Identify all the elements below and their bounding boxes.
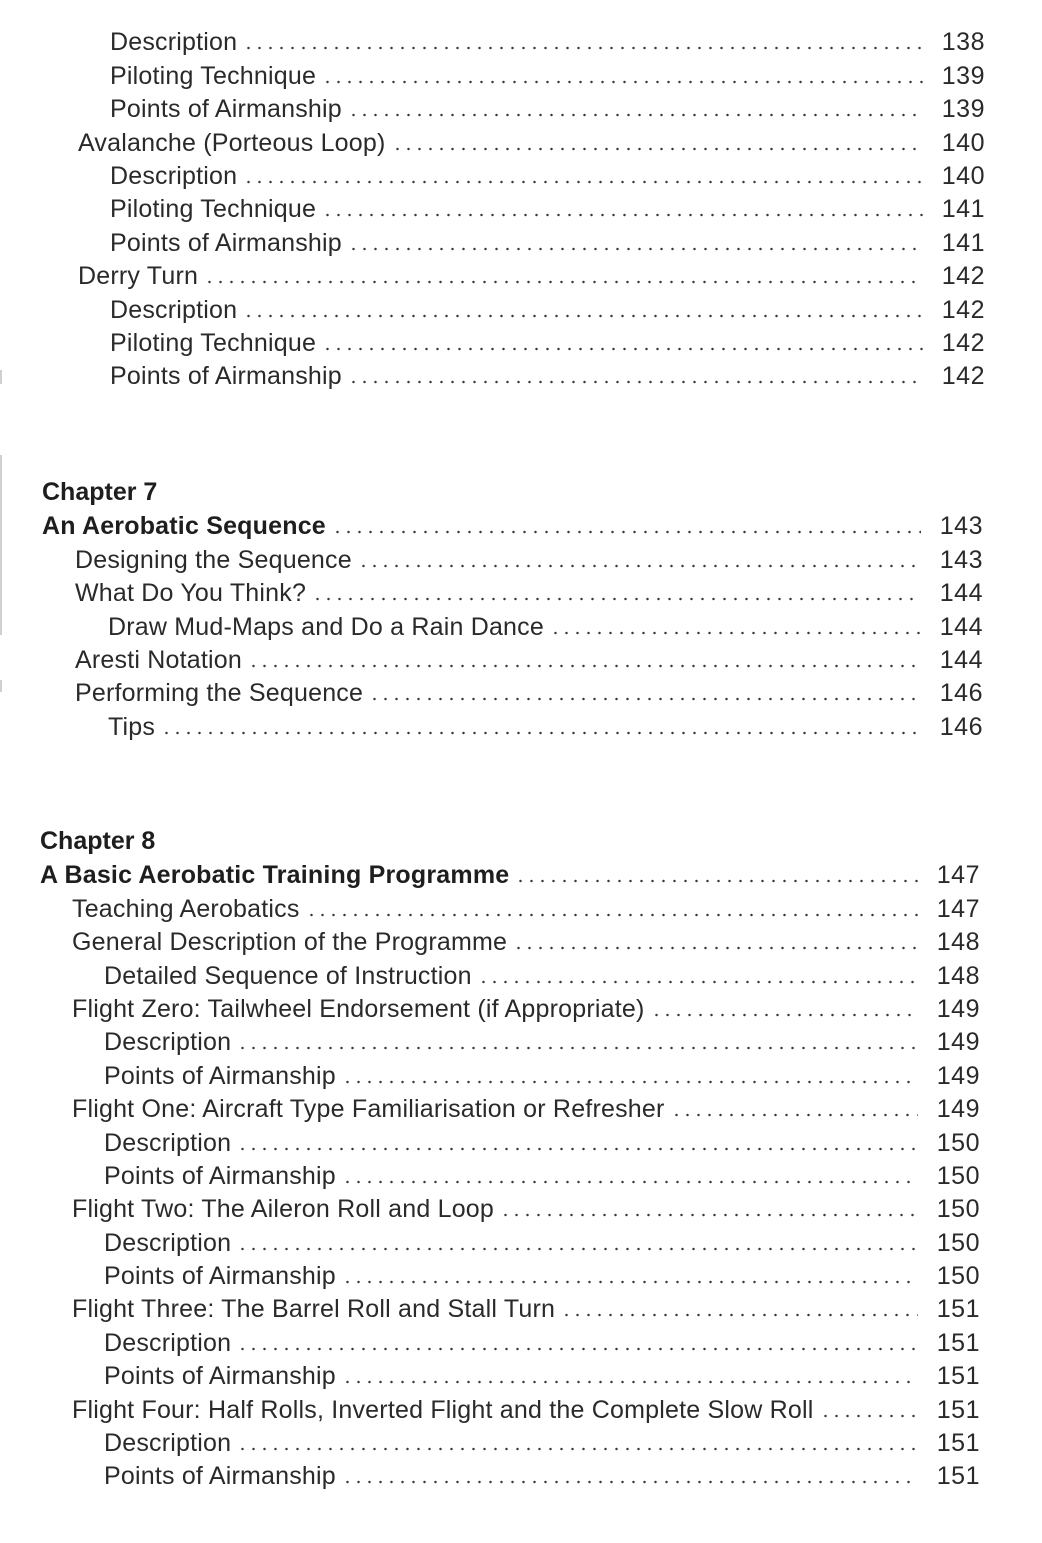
toc-page-number: 144 [921,648,983,673]
toc-entry [0,888,980,921]
toc-page-number: 139 [923,64,985,89]
toc-entry [0,573,983,606]
toc-entry [0,22,985,55]
toc-entry-title: An Aerobatic Sequence [42,514,332,539]
toc-entry [0,1356,980,1389]
toc-entry-title: Detailed Sequence of Instruction [104,964,478,989]
toc-entry-title: Description [110,298,243,323]
dot-leader [237,1246,918,1252]
toc-entry [0,539,983,572]
toc-entry [0,706,983,739]
toc-entry [0,922,980,955]
toc-entry [0,122,985,155]
toc-entry-title: Description [110,30,243,55]
toc-entry [0,222,985,255]
toc-entry-title: General Description of the Programme [72,930,513,955]
toc-entry [0,1256,980,1289]
toc-entry [0,55,985,88]
toc-entry [0,955,980,988]
toc-entry-title: Teaching Aerobatics [72,897,306,922]
toc-entry-title: Description [110,164,243,189]
toc-page-number: 143 [921,514,983,539]
chapter-7-heading: Chapter 7 [42,478,158,506]
dot-leader [342,1379,918,1385]
toc-page-number: 150 [918,1164,980,1189]
toc-page-number: 151 [918,1431,980,1456]
toc-entry [0,989,980,1022]
toc-page-number: 151 [918,1398,980,1423]
toc-page-number: 146 [921,681,983,706]
toc-page-number: 140 [923,164,985,189]
toc-entry-title: Description [104,1231,237,1256]
toc-entry-title: Points of Airmanship [104,1264,342,1289]
toc-entry-title: Flight Two: The Aileron Roll and Loop [72,1197,500,1222]
toc-page-number: 144 [921,581,983,606]
toc-chapter-title-row [0,506,983,539]
toc-page-number: 144 [921,615,983,640]
toc-entry-title: Flight Zero: Tailwheel Endorsement (if Appropriate) [72,997,651,1022]
dot-leader [515,878,918,884]
dot-leader [478,979,918,985]
toc-entry-title: Designing the Sequence [75,548,358,573]
dot-leader [204,279,923,285]
toc-page-number: 149 [918,1097,980,1122]
dot-leader [342,1179,918,1185]
toc-entry [0,156,985,189]
dot-leader [820,1413,919,1419]
dot-leader [237,1346,918,1352]
toc-page-number: 147 [918,863,980,888]
toc-entry-title: Points of Airmanship [110,364,348,389]
toc-entry [0,1289,980,1322]
dot-leader [248,663,921,669]
toc-chapter-title-row [0,855,980,888]
dot-leader [358,563,921,569]
toc-page-number: 142 [923,264,985,289]
toc-entry-title: Description [104,1331,237,1356]
dot-leader [306,912,918,918]
dot-leader [342,1479,918,1485]
dot-leader [237,1146,918,1152]
dot-leader [369,696,921,702]
dot-leader [243,179,923,185]
dot-leader [322,79,923,85]
toc-entry-title: Flight Three: The Barrel Roll and Stall Turn [72,1297,561,1322]
toc-entry-title: Derry Turn [78,264,204,289]
toc-entry [0,1156,980,1189]
toc-entry-title: Points of Airmanship [104,1364,342,1389]
dot-leader [671,1112,918,1118]
toc-entry [0,1189,980,1222]
toc-entry [0,1122,980,1155]
dot-leader [392,146,923,152]
toc-entry-title: Points of Airmanship [104,1164,342,1189]
dot-leader [322,346,923,352]
toc-entry-title: Flight One: Aircraft Type Familiarisation or Refresher [72,1097,671,1122]
toc-page-number: 143 [921,548,983,573]
toc-entry [0,606,983,639]
toc-entry [0,1456,980,1489]
toc-entry [0,1022,980,1055]
dot-leader [651,1012,918,1018]
toc-page-number: 150 [918,1231,980,1256]
toc-entry [0,256,985,289]
dot-leader [342,1079,918,1085]
toc-entry-title: Description [104,1131,237,1156]
toc-page-number: 141 [923,231,985,256]
dot-leader [500,1212,918,1218]
toc-entry-title: Piloting Technique [110,197,322,222]
toc-entry-title: What Do You Think? [75,581,312,606]
toc-entry [0,1322,980,1355]
toc-entry-title: Flight Four: Half Rolls, Inverted Flight and the Complete Slow Roll [72,1398,820,1423]
toc-entry [0,1222,980,1255]
toc-entry-title: Points of Airmanship [104,1064,342,1089]
toc-entry [0,1089,980,1122]
toc-page-number: 141 [923,197,985,222]
toc-entry-title: Description [104,1431,237,1456]
toc-entry-title: Aresti Notation [75,648,248,673]
toc-entry-title: Piloting Technique [110,64,322,89]
toc-entry [0,356,985,389]
dot-leader [237,1446,918,1452]
toc-entry-title: A Basic Aerobatic Training Programme [40,863,515,888]
toc-page-number: 150 [918,1131,980,1156]
toc-entry-title: Points of Airmanship [110,97,348,122]
dot-leader [550,630,921,636]
dot-leader [243,45,923,51]
toc-entry [0,1055,980,1088]
toc-entry-title: Piloting Technique [110,331,322,356]
toc-page-number: 150 [918,1197,980,1222]
toc-entry-title: Avalanche (Porteous Loop) [78,131,392,156]
toc-chapter-7 [0,506,1042,740]
toc-page-number: 138 [923,30,985,55]
dot-leader [237,1045,918,1051]
toc-page-number: 151 [918,1331,980,1356]
toc-entry [0,189,985,222]
toc-entry-title: Tips [108,715,161,740]
toc-page-number: 150 [918,1264,980,1289]
toc-entry [0,89,985,122]
toc-page-number: 147 [918,897,980,922]
dot-leader [348,246,923,252]
toc-page-number: 146 [921,715,983,740]
toc-entry-title: Performing the Sequence [75,681,369,706]
toc-page-number: 149 [918,997,980,1022]
dot-leader [561,1312,918,1318]
chapter-8-heading: Chapter 8 [40,827,156,855]
toc-entry [0,323,985,356]
toc-chapter-8 [0,855,1042,1489]
dot-leader [243,313,923,319]
toc-page-number: 142 [923,364,985,389]
toc-page-number: 140 [923,131,985,156]
toc-page-number: 139 [923,97,985,122]
toc-page-number: 148 [918,930,980,955]
dot-leader [513,945,918,951]
toc-page-number: 149 [918,1064,980,1089]
toc-page-number: 151 [918,1464,980,1489]
toc-entry-title: Points of Airmanship [110,231,348,256]
toc-entry-title: Points of Airmanship [104,1464,342,1489]
toc-section-continued [0,22,1042,389]
dot-leader [161,730,921,736]
toc-entry [0,673,983,706]
toc-entry [0,640,983,673]
dot-leader [332,529,921,535]
toc-page-number: 151 [918,1364,980,1389]
toc-page-number: 142 [923,298,985,323]
dot-leader [348,112,923,118]
toc-entry [0,1389,980,1422]
toc-page-number: 148 [918,964,980,989]
toc-entry [0,289,985,322]
dot-leader [322,212,923,218]
toc-page-number: 142 [923,331,985,356]
toc-entry [0,1423,980,1456]
toc-page-number: 151 [918,1297,980,1322]
dot-leader [342,1279,918,1285]
toc-page-number: 149 [918,1030,980,1055]
dot-leader [348,379,923,385]
toc-entry-title: Draw Mud-Maps and Do a Rain Dance [108,615,550,640]
dot-leader [312,596,921,602]
toc-entry-title: Description [104,1030,237,1055]
